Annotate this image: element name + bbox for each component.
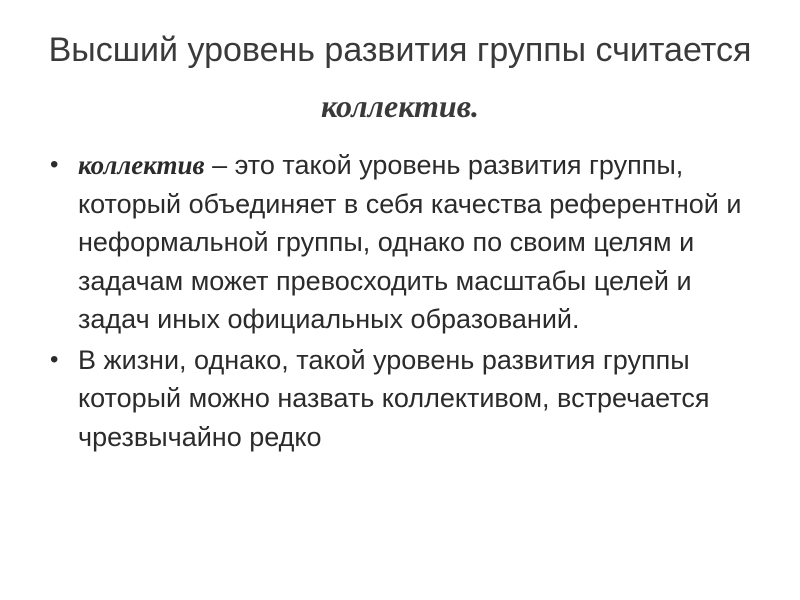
slide-title [0,22,800,134]
slide-title-emphasis-line [0,78,800,134]
bullet-icon: • [50,345,59,373]
bullet-list [40,146,760,458]
bullet-icon: • [50,151,59,178]
bullet-term: коллектив [78,150,205,180]
slide-title-emphasis: коллектив. [320,88,480,124]
bullet-item-1 [40,146,760,339]
bullet-text: В жизни, однако, такой уровень развития группы который можно назвать коллективом, встречается чрезвычайно редко [78,344,710,452]
slide-title-text: Высший уровень развития группы считается [48,31,752,69]
bullet-item-2 [40,341,760,457]
bullet-text: – это такой уровень развития группы, который объединяет в себя качества референтной и неформальной группы, однако по своим целям и задачам может превосходить масштабы целей и задач иных официальных образований. [78,150,742,334]
